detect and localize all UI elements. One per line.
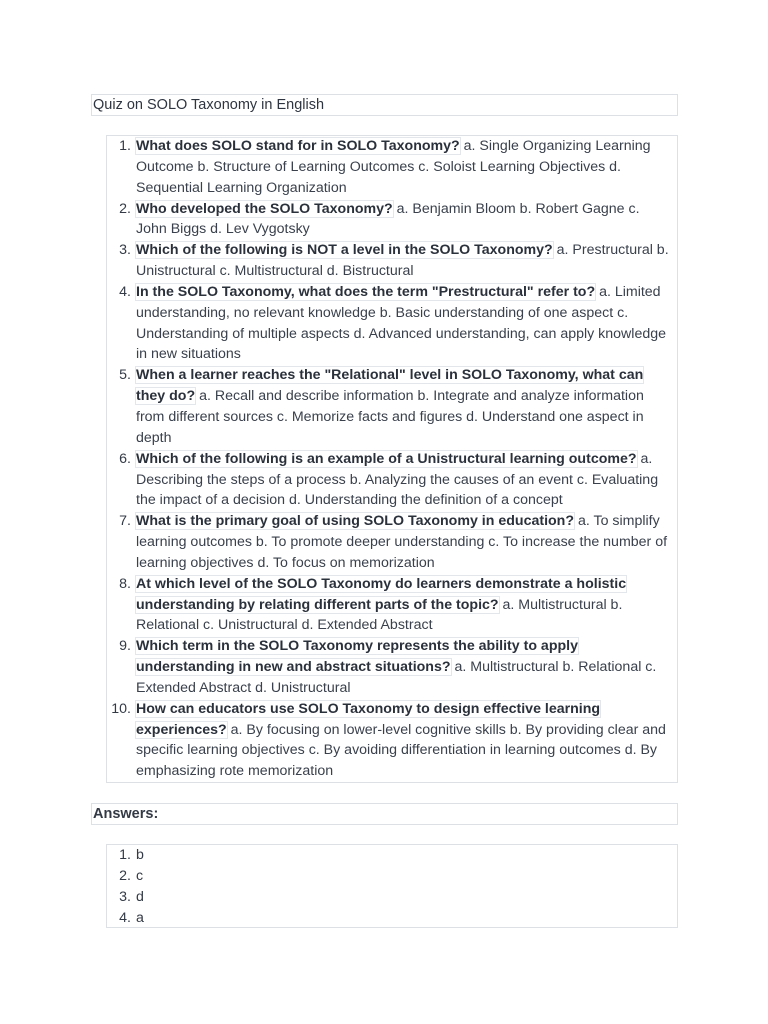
question-number: 8. [119,575,131,592]
question-number: 5. [119,367,131,384]
question-text: Which term in the SOLO Taxonomy represents the ability to apply understanding in new and abstract situations? [136,638,578,676]
answer-number: 4. [119,909,131,926]
answer-item [107,845,677,866]
question-item [107,511,677,574]
question-number: 2. [119,200,131,217]
answer-value: a [136,909,144,926]
question-item [107,240,677,282]
question-text: At which level of the SOLO Taxonomy do learners demonstrate a holistic understanding by relating different parts of the topic? [136,575,627,613]
answer-number: 3. [119,888,131,905]
answer-item [107,887,677,908]
question-options: a. Multistructural b. Relational c. Unistructural d. Extended Abstract [136,596,623,634]
question-number: 6. [119,450,131,467]
question-text: What is the primary goal of using SOLO Taxonomy in education? [136,513,575,530]
question-item [107,199,677,241]
question-item [107,699,677,782]
question-number: 4. [119,283,131,300]
question-number: 3. [119,242,131,259]
question-number: 10. [111,700,131,717]
question-item [107,365,677,448]
question-text: When a learner reaches the "Relational" level in SOLO Taxonomy, what can they do? [136,367,644,405]
question-text: How can educators use SOLO Taxonomy to design effective learning experiences? [136,700,601,738]
question-options: a. By focusing on lower-level cognitive skills b. By providing clear and specific learning objectives c. By avoiding differentiation in learning outcomes d. By emphasizing rote memorization [136,721,666,780]
quiz-title-box [91,94,678,116]
question-text: Which of the following is an example of a Unistructural learning outcome? [136,450,637,467]
answers-box [106,844,678,928]
answer-list [107,845,677,928]
question-options: a. Describing the steps of a process b. Analyzing the causes of an event c. Evaluating the impact of a decision d. Understanding the definition of a concept [136,450,659,509]
question-item [107,449,677,512]
question-options: a. To simplify learning outcomes b. To promote deeper understanding c. To increase the number of learning objectives d. To focus on memorization [136,513,668,571]
answer-item [107,866,677,887]
question-number: 1. [119,138,131,154]
question-options: a. Multistructural b. Relational c. Extended Abstract d. Unistructural [136,659,657,696]
quiz-title: Quiz on SOLO Taxonomy in English [93,97,325,113]
question-number: 9. [119,638,131,655]
question-options: a. Prestructural b. Unistructural c. Multistructural d. Bistructural [136,242,669,280]
question-item [107,282,677,365]
answer-number: 1. [119,847,131,863]
question-item [107,636,677,699]
answer-number: 2. [119,867,131,884]
answer-value: b [136,847,144,863]
answers-heading-box [91,803,678,825]
answers-heading: Answers: [93,806,159,822]
question-text: In the SOLO Taxonomy, what does the term "Prestructural" refer to? [136,283,596,300]
question-list [107,136,677,782]
question-options: a. Single Organizing Learning Outcome b. Structure of Learning Outcomes c. Soloist Learning Objectives d. Sequential Learning Organization [136,138,651,196]
answer-value: d [136,888,144,905]
question-text: Who developed the SOLO Taxonomy? [136,200,393,217]
question-options: a. Benjamin Bloom b. Robert Gagne c. John Biggs d. Lev Vygotsky [136,200,640,238]
answer-item [107,908,677,929]
question-item [107,136,677,199]
questions-box [106,135,678,783]
question-text: What does SOLO stand for in SOLO Taxonomy? [136,138,460,154]
question-text: Which of the following is NOT a level in the SOLO Taxonomy? [136,242,553,259]
answer-value: c [136,867,144,884]
question-number: 7. [119,513,131,530]
question-item [107,574,677,637]
question-options: a. Limited understanding, no relevant knowledge b. Basic understanding of one aspect c. Understanding of multiple aspects d. Advanced understanding, can apply knowledge in new situations [136,283,667,363]
question-options: a. Recall and describe information b. Integrate and analyze information from different sources c. Memorize facts and figures d. Understand one aspect in depth [136,388,644,446]
